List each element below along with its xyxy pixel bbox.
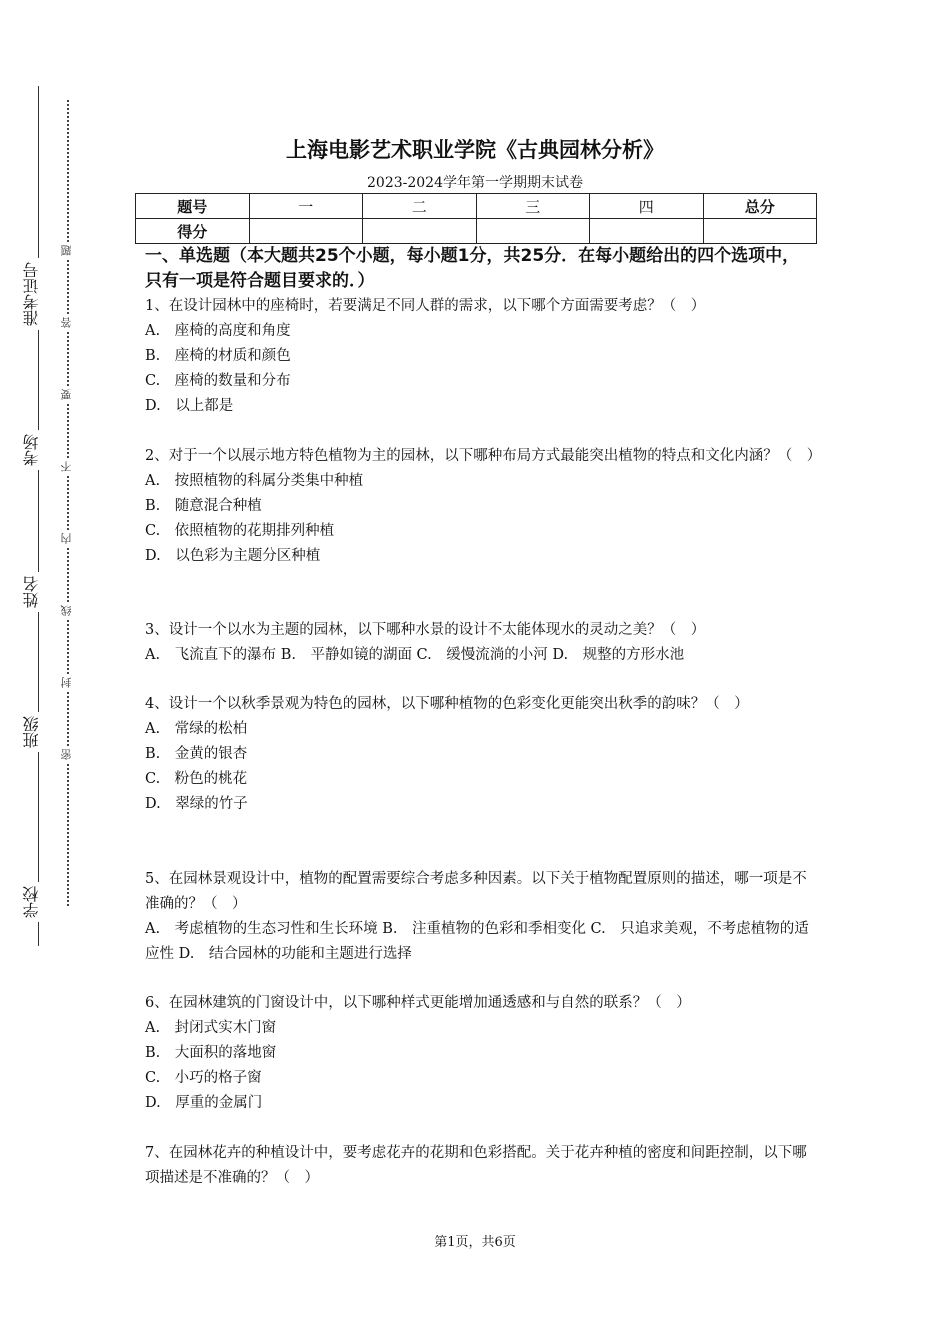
score-cell: 二 <box>363 194 477 219</box>
score-cell: 四 <box>590 194 704 219</box>
page-title: 上海电影艺术职业学院《古典园林分析》 <box>286 138 664 162</box>
question-7 <box>145 1141 815 1191</box>
option: A. 座椅的高度和角度 <box>145 323 291 339</box>
seal-char: 答 <box>60 314 76 331</box>
section-title: 一、单选题（本大题共25个小题，每小题1分，共25分．在每小题给出的四个选项中，只有一项是符合题目要求的．） <box>145 246 800 291</box>
question-stem: 1、在设计园林中的座椅时，若要满足不同人群的需求，以下哪个方面需要考虑？（ ） <box>145 298 706 314</box>
option: A. 按照植物的科属分类集中种植 <box>145 473 364 489</box>
option: C. 依照植物的花期排列种植 <box>145 523 335 539</box>
score-cell: 三 <box>476 194 590 219</box>
option: B. 座椅的材质和颜色 <box>145 348 291 364</box>
question-3 <box>145 618 815 668</box>
option: A. 常绿的松柏 <box>145 721 248 737</box>
option: C. 小巧的格子窗 <box>145 1070 262 1086</box>
score-table <box>135 193 817 244</box>
option: D. 翠绿的竹子 <box>145 796 248 812</box>
option: D. 以色彩为主题分区种植 <box>145 548 321 564</box>
score-cell: 总分 <box>703 194 817 219</box>
question-stem: 2、对于一个以展示地方特色植物为主的园林，以下哪种布局方式最能突出植物的特点和文化内涵？（ ） <box>145 448 822 464</box>
score-cell[interactable] <box>363 219 477 244</box>
seal-char: 封 <box>60 674 76 691</box>
question-5 <box>145 867 815 967</box>
option: B. 随意混合种植 <box>145 498 262 514</box>
question-stem: 5、在园林景观设计中，植物的配置需要综合考虑多种因素。以下关于植物配置原则的描述，哪一项是不准确的？（ ） <box>145 871 807 912</box>
seal-dotted-line <box>67 100 69 906</box>
name-label: 姓名 <box>22 572 42 612</box>
question-stem: 6、在园林建筑的门窗设计中，以下哪种样式更能增加通透感和与自然的联系？（ ） <box>145 995 691 1011</box>
score-cell[interactable] <box>703 219 817 244</box>
binding-line <box>38 86 39 946</box>
score-cell[interactable] <box>249 219 363 244</box>
option: D. 以上都是 <box>145 398 234 414</box>
page-subtitle: 2023-2024学年第一学期期末试卷 <box>367 175 583 191</box>
score-header-row <box>136 194 817 219</box>
question-stem: 4、设计一个以秋季景观为特色的园林，以下哪种植物的色彩变化更能突出秋季的韵味？（ ） <box>145 696 749 712</box>
score-cell: 题号 <box>136 194 250 219</box>
question-stem: 7、在园林花卉的种植设计中，要考虑花卉的花期和色彩搭配。关于花卉种植的密度和间距控制，以下哪项描述是不准确的？（ ） <box>145 1145 807 1186</box>
option: A. 考虑植物的生态习性和生长环境 B. 注重植物的色彩和季相变化 C. 只追求美观，不考虑植物的适应性 D. 结合园林的功能和主题进行选择 <box>145 921 809 962</box>
question-1 <box>145 294 815 419</box>
question-4 <box>145 692 815 817</box>
option: B. 金黄的银杏 <box>145 746 248 762</box>
option: C. 座椅的数量和分布 <box>145 373 291 389</box>
seal-char: 题 <box>60 242 76 259</box>
option: B. 大面积的落地窗 <box>145 1045 277 1061</box>
question-2 <box>145 444 822 569</box>
option: C. 粉色的桃花 <box>145 771 248 787</box>
class-label: 班级 <box>22 712 42 752</box>
option: D. 厚重的金属门 <box>145 1095 263 1111</box>
option: A. 封闭式实木门窗 <box>145 1020 277 1036</box>
exam-room-label: 考场 <box>22 430 42 470</box>
page-footer: 第1页，共6页 <box>434 1235 516 1250</box>
score-cell: 得分 <box>136 219 250 244</box>
seal-char: 线 <box>60 602 76 619</box>
score-cell[interactable] <box>590 219 704 244</box>
binding-margin <box>0 0 100 1344</box>
question-stem: 3、设计一个以水为主题的园林，以下哪种水景的设计不太能体现水的灵动之美？（ ） <box>145 622 706 638</box>
option: A. 飞流直下的瀑布 B. 平静如镜的湖面 C. 缓慢流淌的小河 D. 规整的方形水池 <box>145 647 685 663</box>
school-label: 学校 <box>22 882 42 922</box>
exam-id-label: 准考证号 <box>22 258 42 330</box>
seal-char: 密 <box>60 746 76 763</box>
seal-char: 不 <box>60 458 76 475</box>
seal-char: 要 <box>60 386 76 403</box>
seal-char: 内 <box>60 530 76 547</box>
question-6 <box>145 991 815 1116</box>
score-value-row <box>136 219 817 244</box>
score-cell[interactable] <box>476 219 590 244</box>
score-cell: 一 <box>249 194 363 219</box>
